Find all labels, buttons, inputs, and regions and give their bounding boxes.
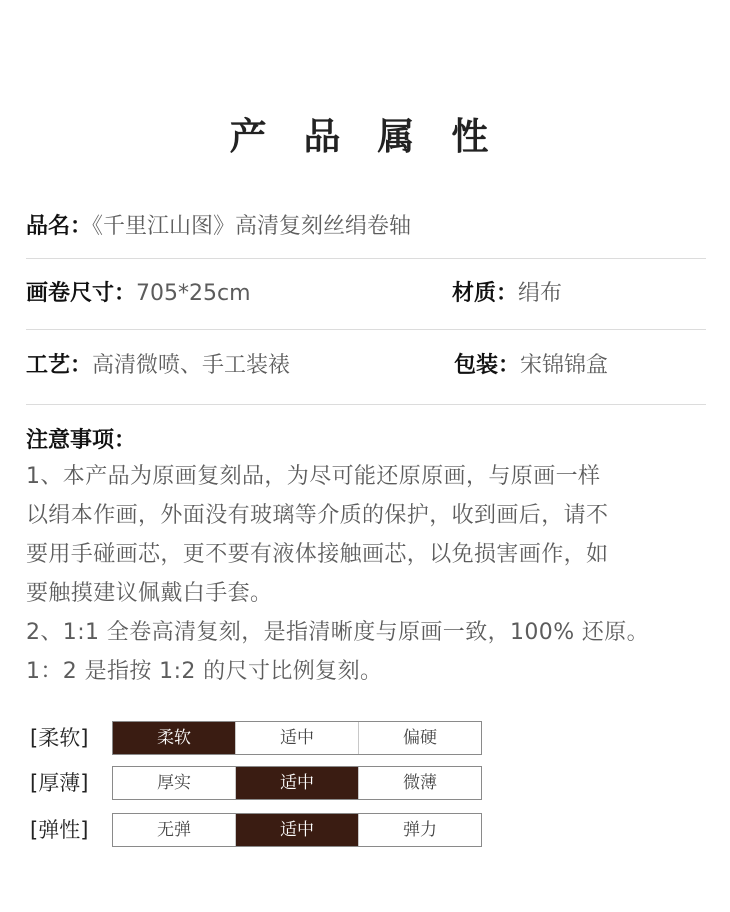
size-label: 画卷尺寸： [26,281,137,306]
scale-option: 适中 [236,814,359,846]
notes-title: 注意事项： [26,428,137,453]
scale-option: 适中 [236,722,359,754]
scale-option: 弹力 [359,814,481,846]
craft-packaging-row [26,351,706,381]
packaging-field [454,351,608,381]
scale-option: 偏硬 [359,722,481,754]
craft-value: 高清微喷、手工装裱 [92,353,291,378]
note-line: 要触摸建议佩戴白手套。 [26,581,273,606]
divider [26,258,706,259]
note-line: 2、1:1 全卷高清复刻，是指清晰度与原画一致，100% 还原。 [26,620,650,645]
product-name-row [26,212,706,242]
scale-label: [弹性] [30,818,89,842]
scale-options [112,766,482,800]
product-name-label: 品名： [26,214,93,239]
scale-option: 无弹 [113,814,236,846]
material-label: 材质： [452,281,519,306]
note-line: 以绢本作画，外面没有玻璃等介质的保护，收到画后，请不 [26,503,609,528]
size-value: 705*25cm [136,281,251,306]
page-title: 产 品 属 性 [229,115,501,158]
scale-options [112,813,482,847]
divider [26,404,706,405]
note-line: 1：2 是指按 1:2 的尺寸比例复刻。 [26,659,383,684]
material-field [452,279,562,309]
material-value: 绢布 [518,281,563,306]
scale-label: [厚薄] [30,771,89,795]
scale-option: 厚实 [113,767,236,799]
scale-option: 微薄 [359,767,481,799]
craft-label: 工艺： [26,353,93,378]
scale-option: 柔软 [113,722,236,754]
scale-option: 适中 [236,767,359,799]
product-name-value: 《千里江山图》高清复刻丝绢卷轴 [92,214,412,239]
scale-options [112,721,482,755]
packaging-value: 宋锦锦盒 [520,353,609,378]
divider [26,329,706,330]
note-line: 1、本产品为原画复刻品，为尽可能还原原画，与原画一样 [26,464,601,489]
scale-label: [柔软] [30,726,89,750]
packaging-label: 包装： [454,353,521,378]
size-material-row [26,279,706,309]
note-line: 要用手碰画芯，更不要有液体接触画芯，以免损害画作，如 [26,542,609,567]
